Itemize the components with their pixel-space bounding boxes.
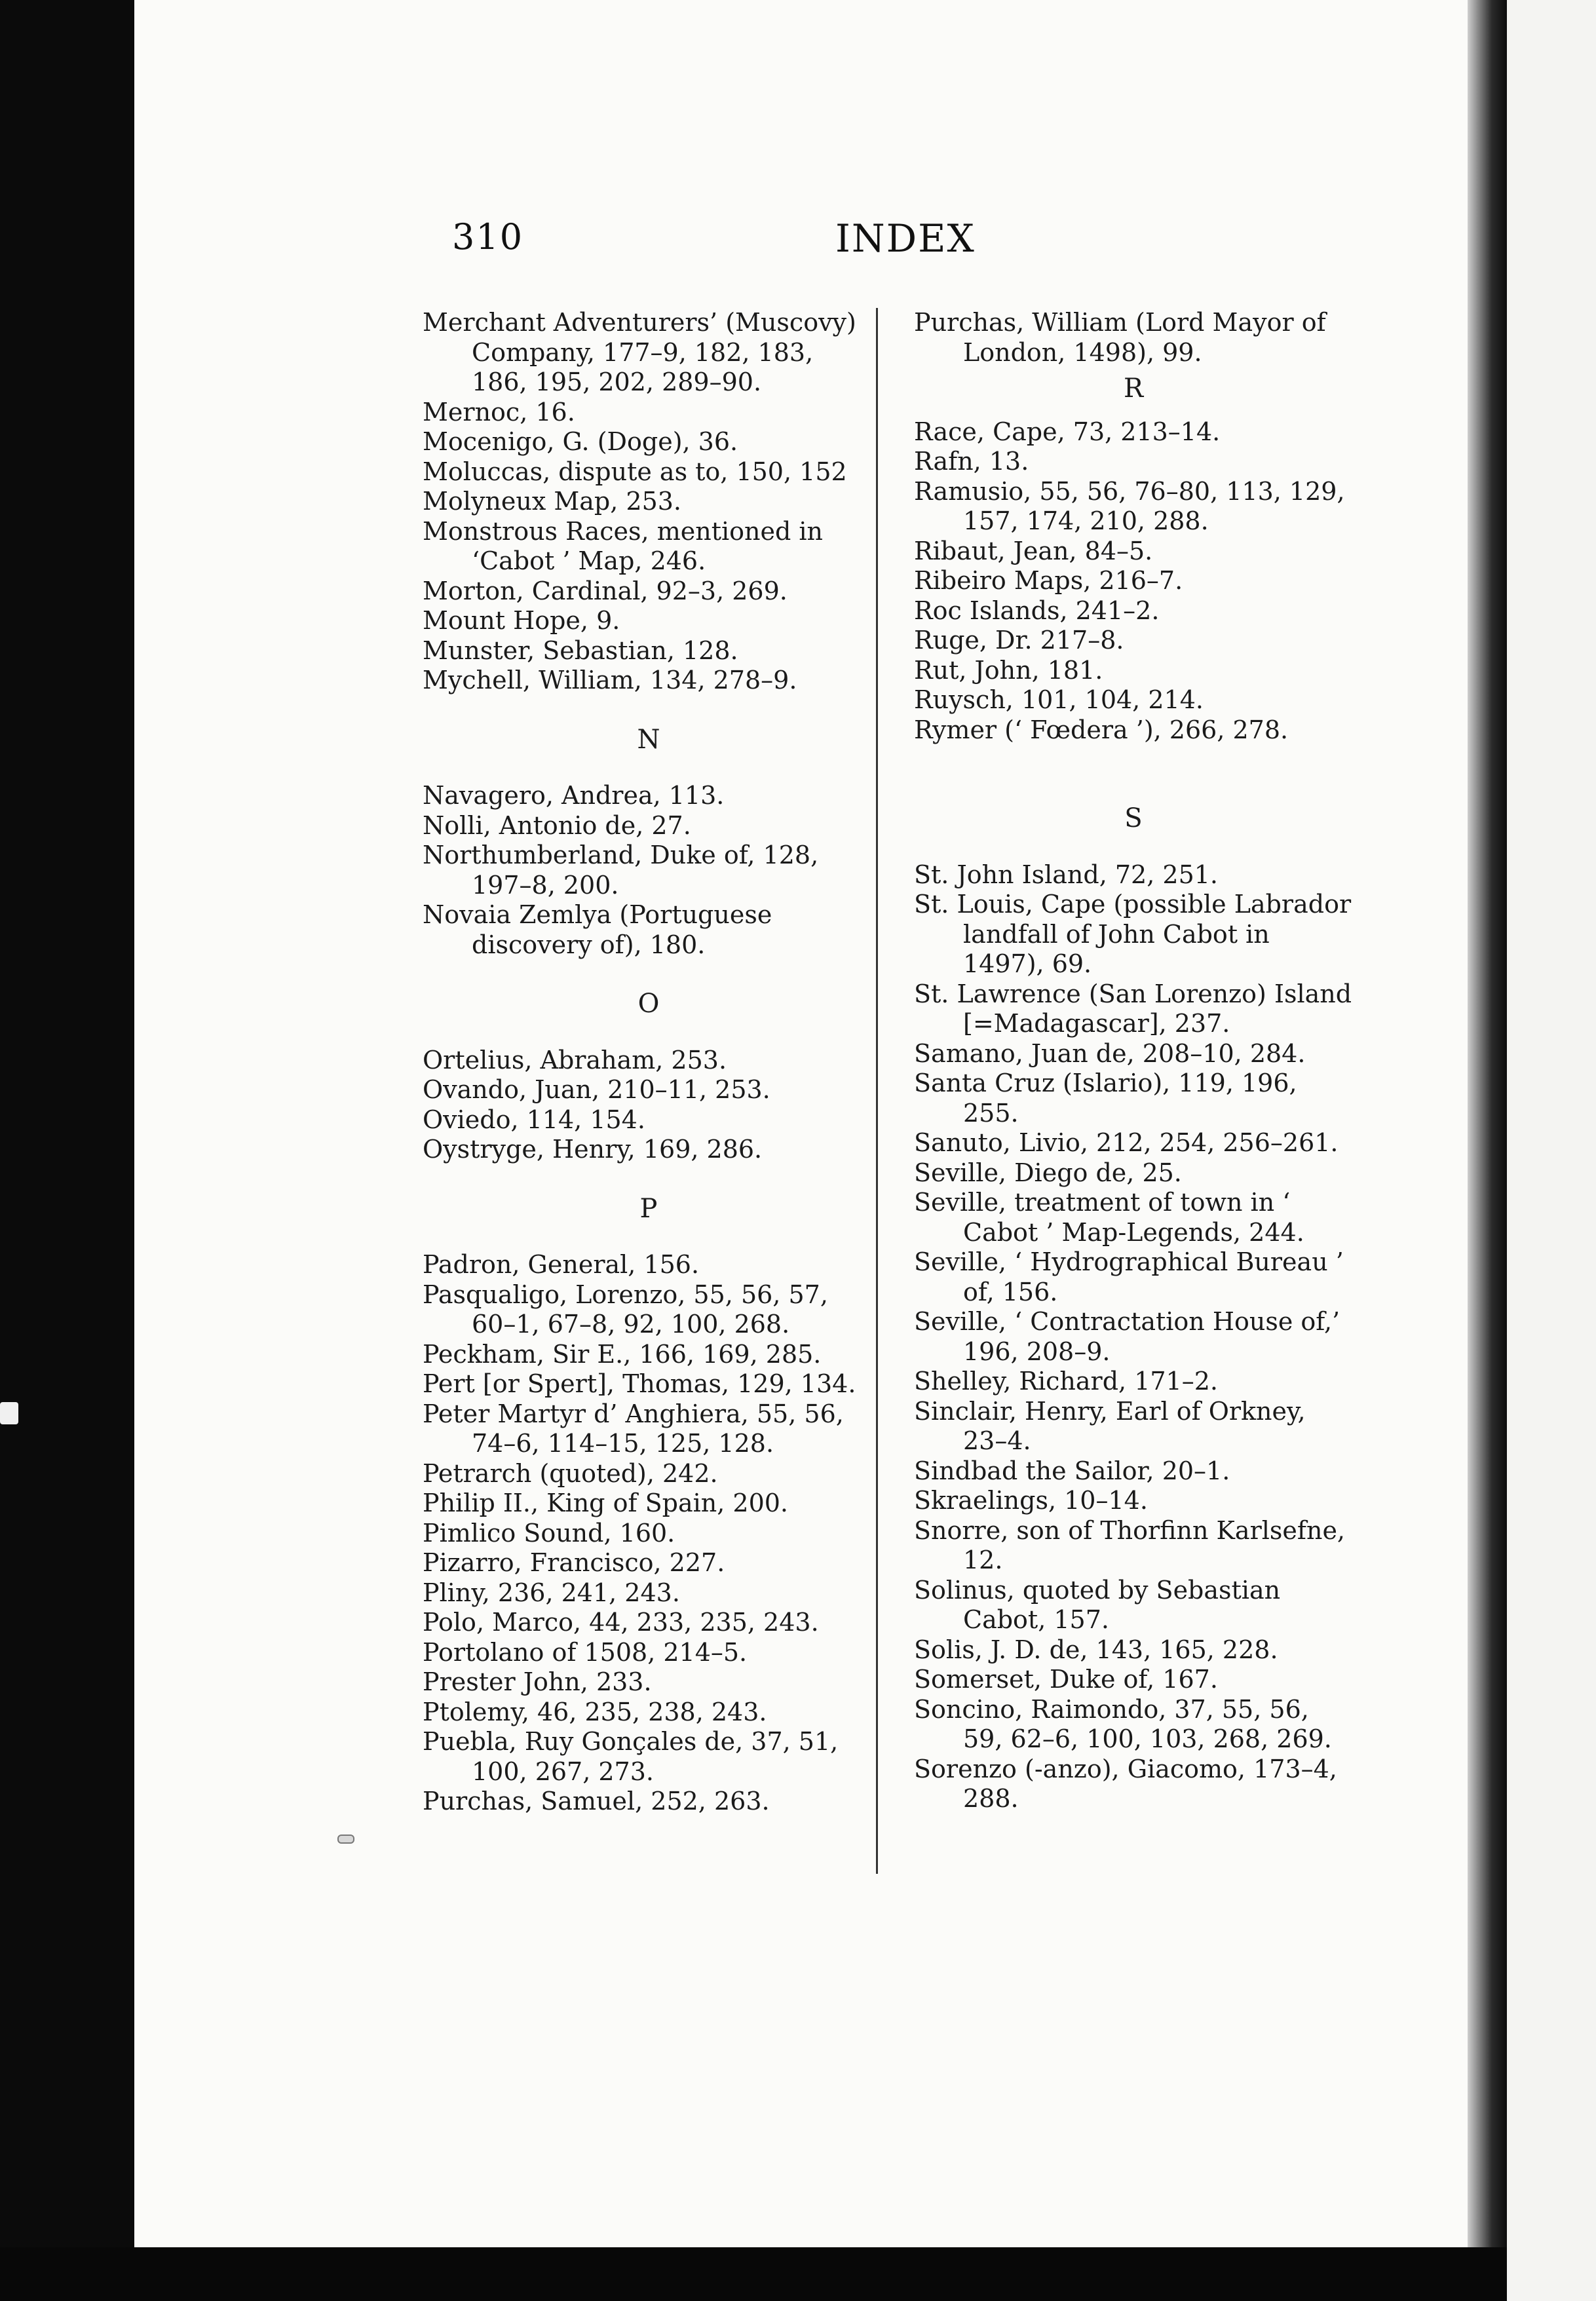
margin-mark (337, 1835, 354, 1844)
index-entry: Rafn, 13. (914, 447, 1029, 476)
index-column-right (914, 308, 1353, 1814)
index-entry: Mernoc, 16. (423, 397, 575, 427)
index-entry: Sorenzo (-anzo), Giacomo, 173–4, 288. (914, 1754, 1337, 1813)
index-entry: Samano, Juan de, 208–10, 284. (914, 1038, 1306, 1068)
index-entry: Oviedo, 114, 154. (423, 1105, 645, 1134)
index-entry: Pizarro, Francisco, 227. (423, 1548, 725, 1577)
margin-tab (0, 1402, 18, 1424)
facing-page-edge (1507, 0, 1596, 2301)
index-entry: St. John Island, 72, 251. (914, 860, 1218, 889)
index-entry: Pliny, 236, 241, 243. (423, 1578, 680, 1607)
index-entry: Mocenigo, G. (Doge), 36. (423, 427, 738, 456)
index-entry: Oystryge, Henry, 169, 286. (423, 1135, 763, 1164)
index-entry: Peter Martyr d’ Anghiera, 55, 56, 74–6, 114–15, 125, 128. (423, 1399, 844, 1458)
index-entry: Puebla, Ruy Gonçales de, 37, 51, 100, 267, 273. (423, 1727, 839, 1786)
index-entry: Ovando, Juan, 210–11, 253. (423, 1075, 770, 1104)
section-letter: S (1124, 803, 1143, 833)
index-entry: Philip II., King of Spain, 200. (423, 1489, 789, 1517)
index-entry: Ptolemy, 46, 235, 238, 243. (423, 1697, 767, 1726)
index-entry: Moluccas, dispute as to, 150, 152 (423, 457, 847, 486)
index-entry: Rymer (‘ Fœdera ’), 266, 278. (914, 715, 1289, 744)
index-entry: Polo, Marco, 44, 233, 235, 243. (423, 1608, 819, 1637)
index-entry: Shelley, Richard, 171–2. (914, 1367, 1218, 1396)
index-entry: Padron, General, 156. (423, 1250, 700, 1279)
section-letter: N (637, 724, 660, 755)
index-entry: Soncino, Raimondo, 37, 55, 56, 59, 62–6, 100, 103, 268, 269. (914, 1694, 1332, 1753)
index-entry: Purchas, Samuel, 252, 263. (423, 1787, 770, 1816)
index-entry: Skraelings, 10–14. (914, 1486, 1148, 1515)
index-entry: Ortelius, Abraham, 253. (423, 1045, 727, 1074)
index-entry: Seville, ‘ Hydrographical Bureau ’ of, 156. (914, 1247, 1344, 1306)
index-entry: Munster, Sebastian, 128. (423, 636, 738, 665)
index-column-left (423, 308, 875, 1817)
index-entry: Solinus, quoted by Sebastian Cabot, 157. (914, 1575, 1281, 1634)
scan-border (0, 2247, 1507, 2301)
index-entry: Sanuto, Livio, 212, 254, 256–261. (914, 1128, 1339, 1157)
index-entry: St. Lawrence (San Lorenzo) Island [=Madagascar], 237. (914, 979, 1352, 1038)
section-letter: P (639, 1193, 658, 1224)
index-entry: Pert [or Spert], Thomas, 129, 134. (423, 1369, 856, 1398)
index-entry: Roc Islands, 241–2. (914, 596, 1160, 625)
index-entry: Sindbad the Sailor, 20–1. (914, 1456, 1230, 1485)
index-entry: Mychell, William, 134, 278–9. (423, 666, 797, 694)
index-entry: Prester John, 233. (423, 1667, 652, 1696)
index-entry: Sinclair, Henry, Earl of Orkney, 23–4. (914, 1396, 1306, 1455)
index-entry: Novaia Zemlya (Portuguese discovery of), 180. (423, 900, 772, 959)
index-entry: Pimlico Sound, 160. (423, 1518, 675, 1548)
index-entry: Somerset, Duke of, 167. (914, 1665, 1218, 1694)
index-entry: Ruysch, 101, 104, 214. (914, 685, 1204, 714)
index-entry: Santa Cruz (Islario), 119, 196, 255. (914, 1069, 1297, 1128)
gutter-shadow (1468, 0, 1508, 2301)
index-entry: Northumberland, Duke of, 128, 197–8, 200. (423, 841, 819, 900)
index-entry: Ramusio, 55, 56, 76–80, 113, 129, 157, 174, 210, 288. (914, 476, 1345, 535)
index-entry: Ruge, Dr. 217–8. (914, 626, 1124, 655)
index-entry: St. Louis, Cape (possible Labrador landfall of John Cabot in 1497), 69. (914, 890, 1352, 978)
page-number: 310 (452, 216, 524, 257)
index-entry: Merchant Adventurers’ (Muscovy) Company, 177–9, 182, 183, 186, 195, 202, 289–90. (423, 308, 856, 396)
index-entry: Molyneux Map, 253. (423, 487, 682, 516)
index-entry: Monstrous Races, mentioned in ‘Cabot ’ Map, 246. (423, 516, 823, 575)
index-entry: Snorre, son of Thorfinn Karlsefne, 12. (914, 1515, 1346, 1574)
index-entry: Peckham, Sir E., 166, 169, 285. (423, 1339, 822, 1369)
index-entry: Nolli, Antonio de, 27. (423, 810, 691, 840)
column-divider (876, 308, 878, 1874)
index-entry: Seville, treatment of town in ‘ Cabot ’ Map-Legends, 244. (914, 1188, 1304, 1247)
index-entry: Portolano of 1508, 214–5. (423, 1637, 748, 1667)
index-entry: Rut, John, 181. (914, 655, 1103, 685)
index-entry: Petrarch (quoted), 242. (423, 1458, 718, 1488)
index-entry: Purchas, William (Lord Mayor of London, 1498), 99. (914, 308, 1326, 367)
index-entry: Race, Cape, 73, 213–14. (914, 417, 1221, 446)
index-entry: Seville, Diego de, 25. (914, 1158, 1182, 1187)
index-entry: Pasqualigo, Lorenzo, 55, 56, 57, 60–1, 67–8, 92, 100, 268. (423, 1280, 828, 1339)
page-title: INDEX (835, 216, 976, 261)
section-letter: O (637, 989, 660, 1019)
index-entry: Ribeiro Maps, 216–7. (914, 566, 1183, 595)
index-entry: Ribaut, Jean, 84–5. (914, 536, 1153, 565)
index-entry: Seville, ‘ Contractation House of,’ 196, 208–9. (914, 1307, 1340, 1366)
index-entry: Morton, Cardinal, 92–3, 269. (423, 576, 788, 605)
section-letter: R (1123, 373, 1144, 404)
index-entry: Solis, J. D. de, 143, 165, 228. (914, 1635, 1278, 1664)
index-entry: Mount Hope, 9. (423, 606, 620, 635)
index-entry: Navagero, Andrea, 113. (423, 781, 725, 810)
